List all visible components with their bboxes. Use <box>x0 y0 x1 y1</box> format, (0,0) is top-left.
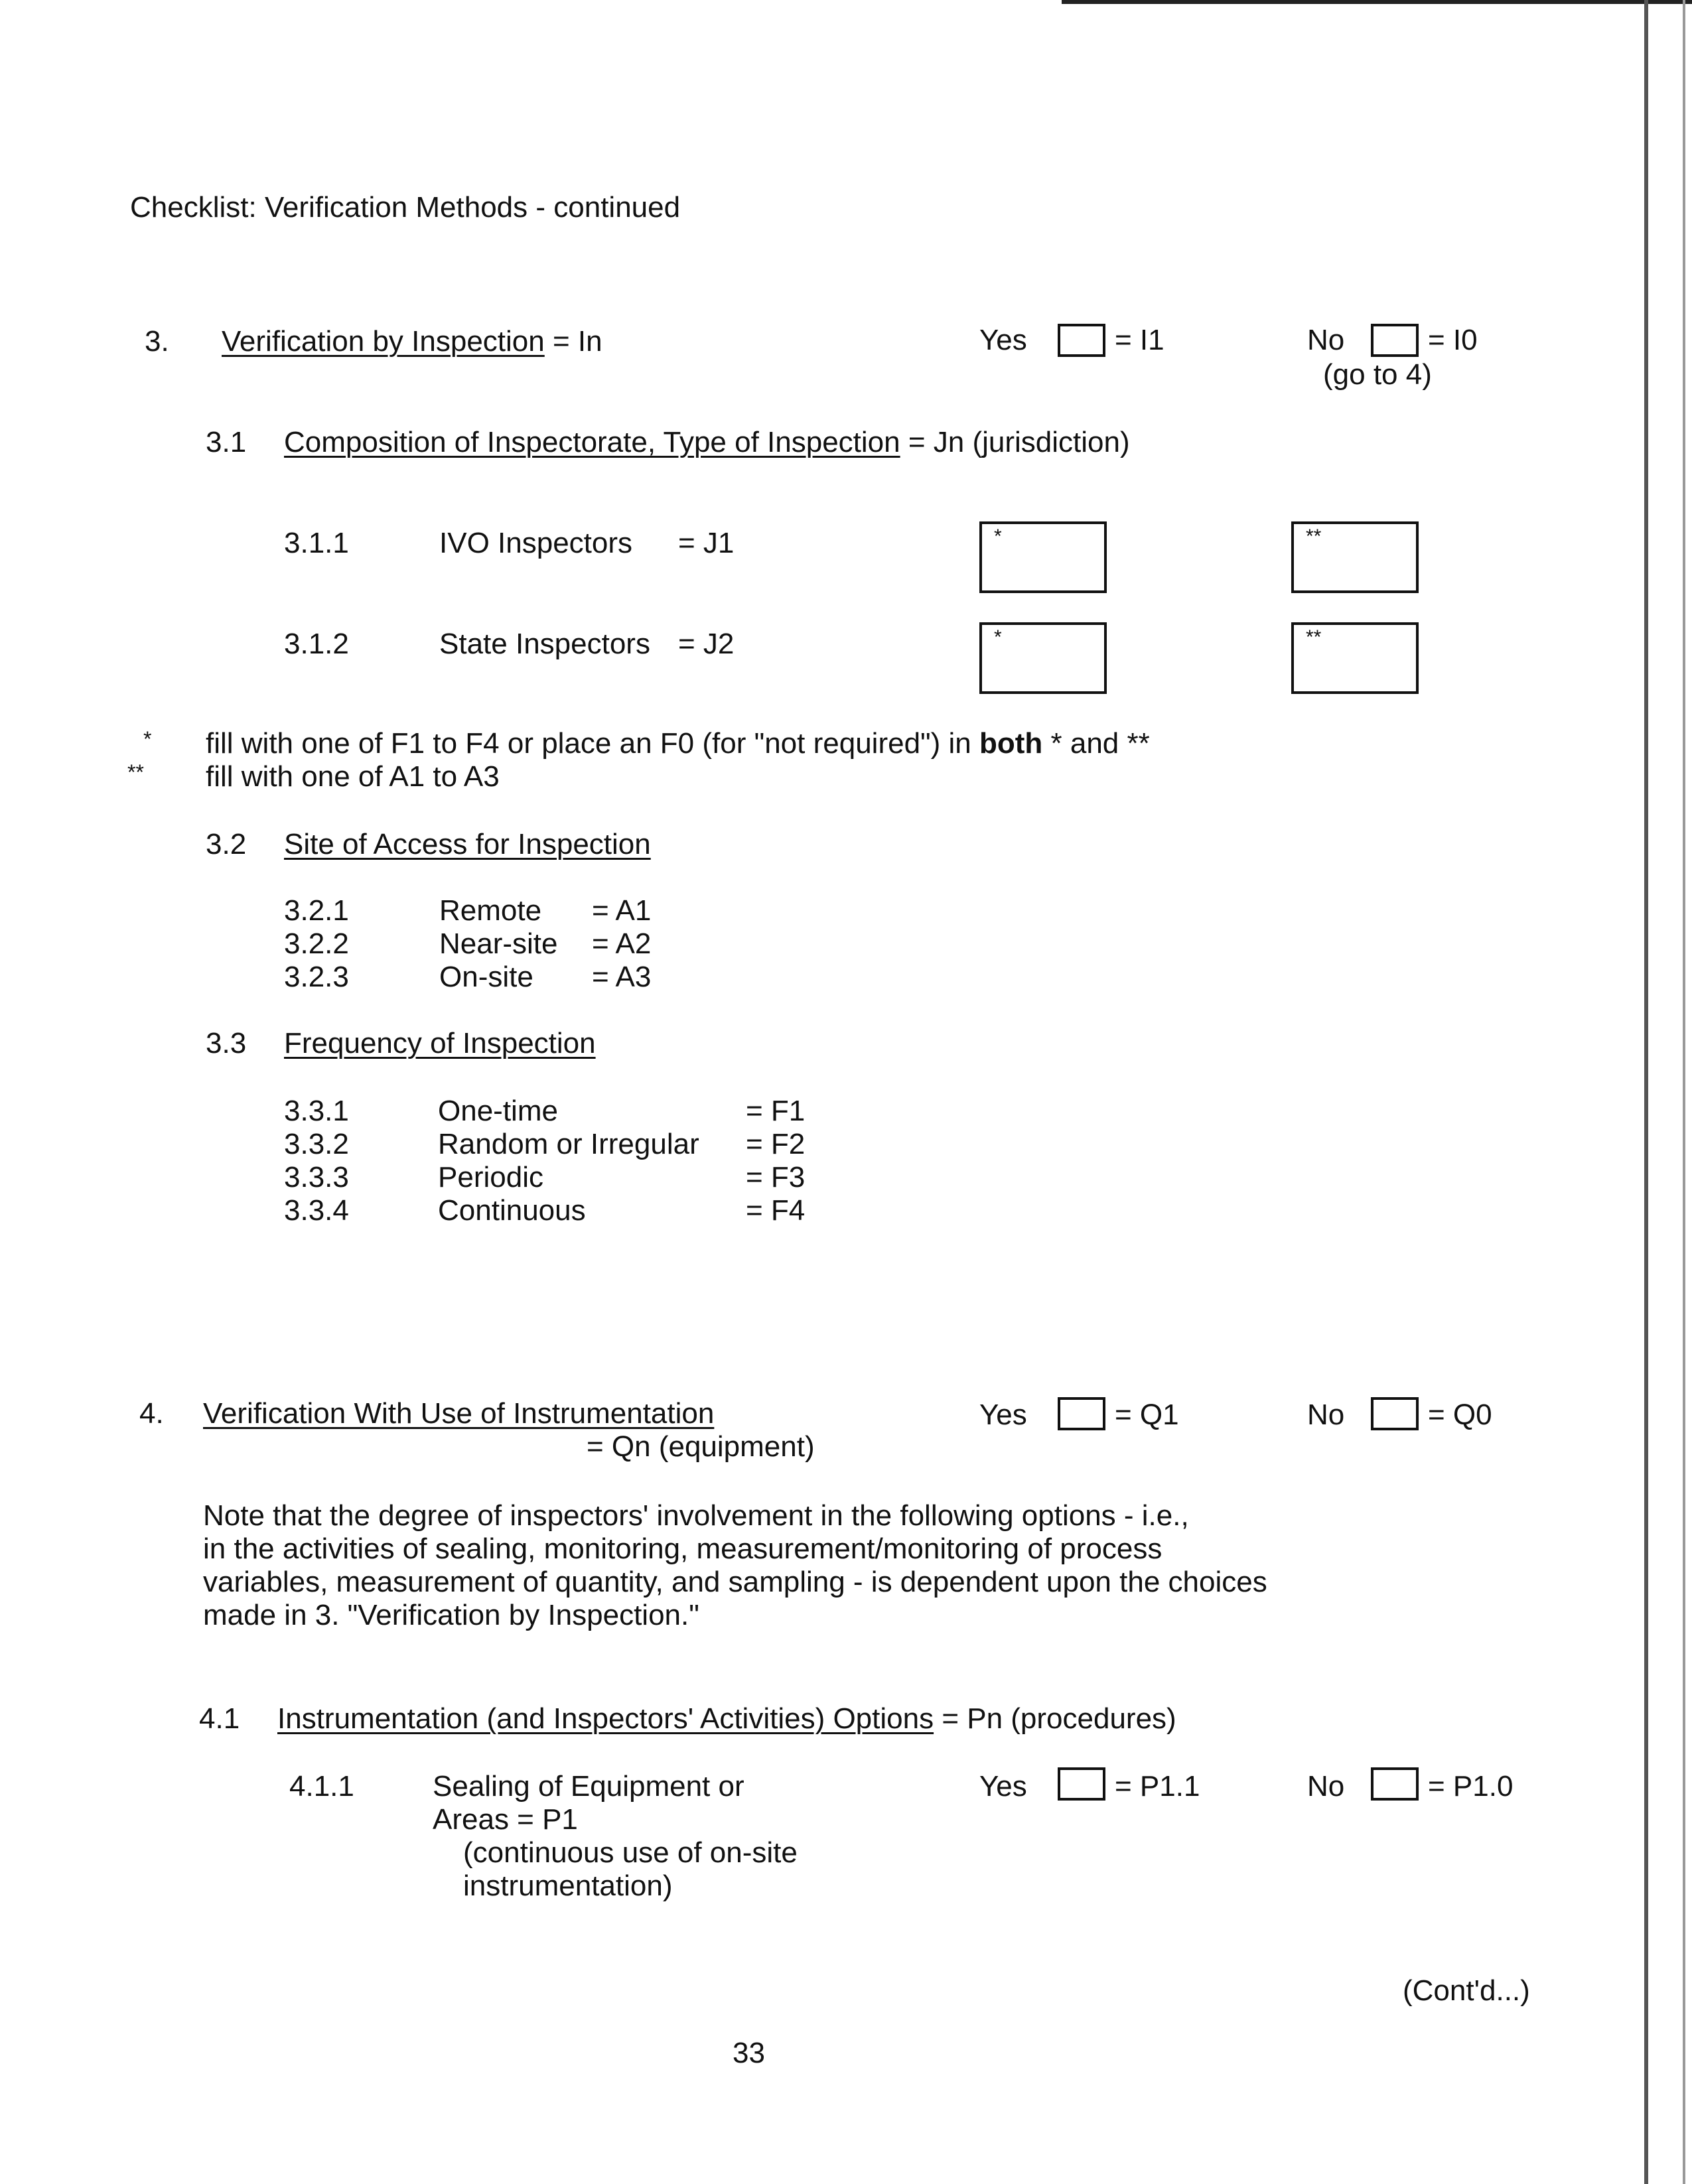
item-3-1-2-code: = J2 <box>678 628 735 660</box>
section-4-1-number: 4.1 <box>199 1702 240 1735</box>
item-3-2-1-number: 3.2.1 <box>284 894 349 927</box>
section-3-3-title: Frequency of Inspection <box>284 1027 596 1059</box>
section-4-no-checkbox[interactable] <box>1371 1397 1419 1430</box>
page-title: Checklist: Verification Methods - continued <box>130 191 681 224</box>
section-3-no-checkbox[interactable] <box>1371 324 1419 357</box>
section-4-note-line-3: variables, measurement of quantity, and sampling - is dependent upon the choices <box>203 1566 1267 1598</box>
section-3-2-title: Site of Access for Inspection <box>284 828 651 860</box>
item-3-3-1-number: 3.3.1 <box>284 1095 349 1127</box>
footnote-1 <box>206 727 1150 761</box>
section-3-code: = In <box>552 325 602 358</box>
item-3-3-1-label: One-time <box>438 1095 558 1127</box>
item-3-3-3-number: 3.3.3 <box>284 1161 349 1194</box>
section-3-yes-checkbox[interactable] <box>1058 324 1105 357</box>
item-3-3-4-number: 3.3.4 <box>284 1194 349 1227</box>
item-4-1-1-line-1: Sealing of Equipment or <box>433 1770 744 1803</box>
item-3-1-1-code: = J1 <box>678 527 735 559</box>
footnote-1-bold: both <box>979 727 1043 760</box>
footnote-2-mark: ** <box>127 760 144 784</box>
section-3-yes-code: = I1 <box>1115 324 1164 356</box>
item-4-1-1-no-label: No <box>1307 1770 1345 1803</box>
section-3-1-number: 3.1 <box>206 426 247 458</box>
section-3-no-note: (go to 4) <box>1323 358 1432 391</box>
page-edge-right <box>1644 0 1648 2184</box>
section-3-1-code: = Jn (jurisdiction) <box>908 426 1130 458</box>
section-3-3-number: 3.3 <box>206 1027 247 1059</box>
item-4-1-1-line-4: instrumentation) <box>463 1870 673 1902</box>
section-3-1-heading <box>284 426 1130 460</box>
section-3-yes-label: Yes <box>979 324 1027 356</box>
section-3-title: Verification by Inspection <box>222 325 545 358</box>
section-4-no-code: = Q0 <box>1428 1399 1492 1431</box>
item-3-1-1-label: IVO Inspectors <box>439 527 633 559</box>
item-4-1-1-line-3: (continuous use of on-site <box>463 1836 798 1869</box>
section-4-1-code: = Pn (procedures) <box>942 1702 1176 1735</box>
section-4-number: 4. <box>139 1397 164 1430</box>
page-edge-top <box>1062 0 1692 4</box>
item-3-2-2-label: Near-site <box>439 927 558 960</box>
section-4-1-heading <box>277 1702 1176 1736</box>
item-3-1-2-input-box-1[interactable] <box>979 622 1107 694</box>
item-3-1-1-input-box-2[interactable] <box>1291 521 1419 593</box>
item-3-3-2-code: = F2 <box>746 1128 806 1160</box>
section-4-1-title: Instrumentation (and Inspectors' Activities) Options <box>277 1702 934 1735</box>
item-3-3-3-code: = F3 <box>746 1161 806 1194</box>
item-4-1-1-no-code: = P1.0 <box>1428 1770 1514 1803</box>
section-4-note-line-1: Note that the degree of inspectors' involvement in the following options - i.e., <box>203 1499 1189 1532</box>
item-3-1-2-label: State Inspectors <box>439 628 650 660</box>
item-4-1-1-yes-checkbox[interactable] <box>1058 1767 1105 1801</box>
footnote-2-text: fill with one of A1 to A3 <box>206 760 500 793</box>
section-4-yes-label: Yes <box>979 1399 1027 1431</box>
section-4-note-line-2: in the activities of sealing, monitoring, measurement/monitoring of process <box>203 1533 1163 1565</box>
section-4-note-line-4: made in 3. "Verification by Inspection." <box>203 1599 699 1631</box>
item-3-2-1-code: = A1 <box>592 894 652 927</box>
footnote-1-mark: * <box>143 727 152 751</box>
item-3-3-2-label: Random or Irregular <box>438 1128 699 1160</box>
continued-note: (Cont'd...) <box>1403 1974 1530 2007</box>
item-3-2-1-label: Remote <box>439 894 542 927</box>
item-3-3-3-label: Periodic <box>438 1161 543 1194</box>
item-3-3-2-number: 3.3.2 <box>284 1128 349 1160</box>
section-3-heading <box>222 325 602 359</box>
asterisk-mark: * <box>994 626 1002 648</box>
section-4-no-label: No <box>1307 1399 1345 1431</box>
item-3-2-3-number: 3.2.3 <box>284 961 349 993</box>
section-3-no-label: No <box>1307 324 1345 356</box>
section-4-code: = Qn (equipment) <box>587 1430 815 1463</box>
item-3-1-2-input-box-2[interactable] <box>1291 622 1419 694</box>
section-3-no-code: = I0 <box>1428 324 1478 356</box>
item-3-2-3-label: On-site <box>439 961 533 993</box>
item-3-2-2-number: 3.2.2 <box>284 927 349 960</box>
footnote-1-text: fill with one of F1 to F4 or place an F0 (for "not required") in <box>206 727 979 760</box>
item-3-3-4-code: = F4 <box>746 1194 806 1227</box>
section-3-number: 3. <box>145 325 169 358</box>
double-asterisk-mark: ** <box>1306 525 1322 547</box>
section-4-yes-checkbox[interactable] <box>1058 1397 1105 1430</box>
item-3-3-4-label: Continuous <box>438 1194 586 1227</box>
item-3-2-3-code: = A3 <box>592 961 652 993</box>
asterisk-mark: * <box>994 525 1002 547</box>
item-4-1-1-yes-code: = P1.1 <box>1115 1770 1200 1803</box>
item-3-2-2-code: = A2 <box>592 927 652 960</box>
item-3-1-2-number: 3.1.2 <box>284 628 349 660</box>
section-4-yes-code: = Q1 <box>1115 1399 1179 1431</box>
section-4-title: Verification With Use of Instrumentation <box>203 1397 715 1430</box>
item-4-1-1-number: 4.1.1 <box>289 1770 354 1803</box>
double-asterisk-mark: ** <box>1306 626 1322 648</box>
section-3-2-number: 3.2 <box>206 828 247 860</box>
footnote-1-tail: * and ** <box>1042 727 1150 760</box>
page-number: 33 <box>733 2037 765 2069</box>
page-edge-right-outer <box>1683 0 1685 2184</box>
item-4-1-1-line-2: Areas = P1 <box>433 1803 578 1836</box>
item-3-1-1-input-box-1[interactable] <box>979 521 1107 593</box>
item-3-1-1-number: 3.1.1 <box>284 527 349 559</box>
item-4-1-1-yes-label: Yes <box>979 1770 1027 1803</box>
section-3-1-title: Composition of Inspectorate, Type of Inspection <box>284 426 900 458</box>
item-4-1-1-no-checkbox[interactable] <box>1371 1767 1419 1801</box>
item-3-3-1-code: = F1 <box>746 1095 806 1127</box>
